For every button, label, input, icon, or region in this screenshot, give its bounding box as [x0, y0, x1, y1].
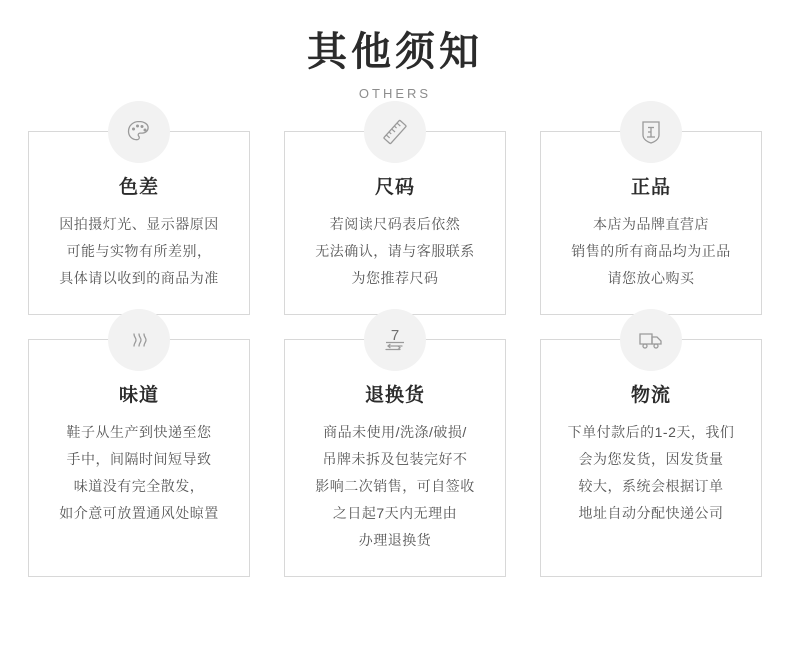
notice-card-title: 正品	[630, 177, 671, 198]
notice-card-body	[39, 211, 239, 292]
return-exchange-7days-icon	[364, 309, 426, 371]
notice-card-body	[551, 419, 751, 527]
notice-line: 具体请以收到的商品为准	[59, 270, 219, 286]
notice-line: 因拍摄灯光、显示器原因	[59, 216, 219, 232]
notice-line: 地址自动分配快递公司	[578, 505, 724, 521]
notice-card-title: 退换货	[364, 385, 425, 406]
notice-card-title: 味道	[118, 385, 159, 406]
palette-icon	[108, 101, 170, 163]
notice-card-return-exchange	[284, 327, 506, 577]
odor-steam-icon	[108, 309, 170, 371]
page-subtitle: OTHERS	[358, 86, 432, 101]
notice-line: 较大，系统会根据订单	[578, 478, 724, 494]
notice-line: 本店为品牌直营店	[593, 216, 709, 232]
notice-line: 商品未使用/洗涤/破损/	[323, 424, 467, 440]
svg-text:7: 7	[390, 327, 400, 344]
notice-line: 若阅读尺码表后依然	[329, 216, 461, 232]
notice-card-body	[551, 211, 751, 292]
notice-card-odor	[28, 339, 250, 577]
notice-card-color-difference	[28, 131, 250, 315]
notice-line: 销售的所有商品均为正品	[571, 243, 731, 259]
notice-card-grid	[0, 131, 790, 601]
notice-line: 无法确认，请与客服联系	[315, 243, 475, 259]
notice-card-authentic	[540, 131, 762, 315]
notice-card-body	[295, 419, 495, 554]
ruler-icon	[364, 101, 426, 163]
notice-line: 鞋子从生产到快递至您	[66, 424, 212, 440]
authentic-shield-icon	[620, 101, 682, 163]
notice-card-logistics	[540, 339, 762, 577]
notice-line: 味道没有完全散发，	[73, 478, 205, 494]
notice-line: 如介意可放置通风处晾置	[59, 505, 219, 521]
notice-line: 之日起7天内无理由	[332, 505, 458, 521]
notice-line: 下单付款后的1-2天，我们	[567, 424, 735, 440]
notice-card-body	[295, 211, 495, 292]
page-header	[0, 0, 790, 101]
page-title: 其他须知	[307, 30, 483, 74]
notice-line: 办理退换货	[358, 532, 432, 548]
notice-line: 手中，间隔时间短导致	[66, 451, 212, 467]
notice-card-title: 色差	[118, 177, 159, 198]
notice-card-title: 物流	[630, 385, 671, 406]
notice-line: 可能与实物有所差别，	[66, 243, 212, 259]
notice-card-size	[284, 131, 506, 315]
notice-card-body	[39, 419, 239, 527]
notice-line: 请您放心购买	[607, 270, 695, 286]
notice-card-title: 尺码	[374, 177, 415, 198]
notice-line: 影响二次销售，可自签收	[315, 478, 475, 494]
notice-line: 会为您发货，因发货量	[578, 451, 724, 467]
truck-icon	[620, 309, 682, 371]
notice-line: 为您推荐尺码	[351, 270, 439, 286]
notice-line: 吊牌未拆及包装完好不	[322, 451, 468, 467]
